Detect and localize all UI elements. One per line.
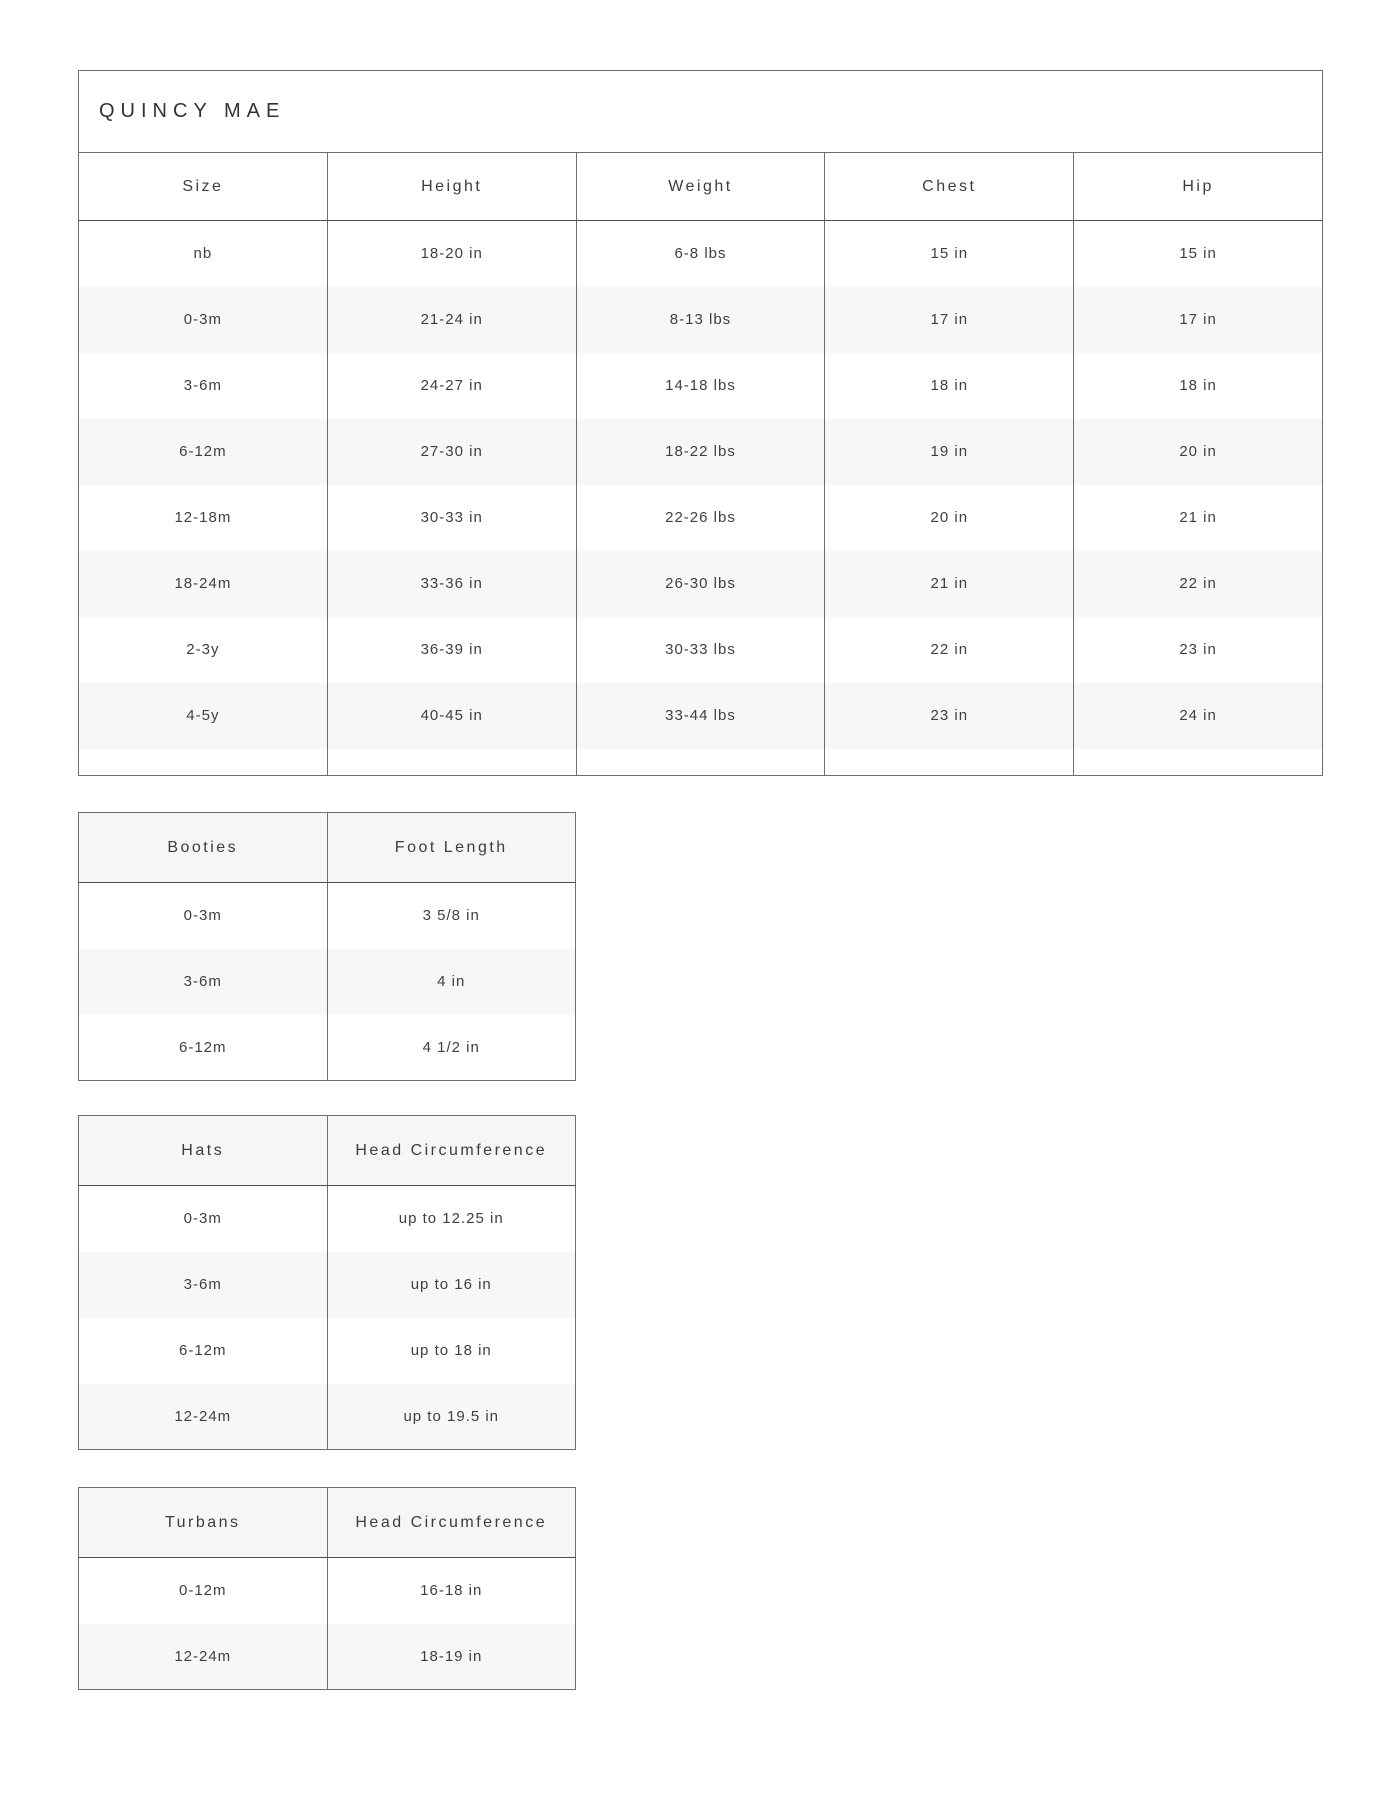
- cell-size: 12-24m: [79, 1624, 328, 1690]
- col-header-weight: Weight: [576, 153, 825, 221]
- row-18-24m: [79, 551, 1323, 617]
- row-4-5y: [79, 683, 1323, 749]
- cell-hip: 21 in: [1074, 485, 1323, 551]
- cell-weight: 18-22 lbs: [576, 419, 825, 485]
- brand-title: QUINCY MAE: [79, 71, 1323, 153]
- cell-weight: 14-18 lbs: [576, 353, 825, 419]
- row-0-3m: [79, 287, 1323, 353]
- cell-chest: 20 in: [825, 485, 1074, 551]
- booties-row-0-3m: [79, 883, 576, 949]
- cell-size: 2-3y: [186, 641, 220, 658]
- cell-size: 0-3m: [79, 287, 328, 353]
- cell-size: 12-24m: [79, 1384, 328, 1450]
- col-header-booties: Booties: [79, 813, 328, 883]
- cell-size: 0-3m: [183, 1210, 222, 1228]
- cell-chest: 19 in: [825, 419, 1074, 485]
- brand-title-row: [79, 71, 1323, 153]
- cell-size: 0-12m: [178, 1582, 227, 1600]
- cell-weight: 8-13 lbs: [576, 287, 825, 353]
- cell-head-circumference: up to 12.25 in: [327, 1186, 576, 1252]
- col-header-hats: Hats: [79, 1116, 328, 1186]
- cell-height: 24-27 in: [327, 353, 576, 419]
- cell-head-circumference: 18-19 in: [327, 1624, 576, 1690]
- turbans-row-0-12m: [79, 1558, 576, 1624]
- cell-size: 4-5y: [79, 683, 328, 749]
- col-header-foot-length: Foot Length: [327, 813, 576, 883]
- cell-weight: 30-33 lbs: [576, 617, 825, 683]
- col-header-head-circumference: Head Circumference: [327, 1488, 576, 1558]
- empty-filler-row: [79, 749, 1323, 776]
- hats-header-row: [79, 1116, 576, 1186]
- cell-head-circumference: up to 19.5 in: [327, 1384, 576, 1450]
- row-3-6m: [79, 353, 1323, 419]
- cell-size: 3-6m: [183, 377, 222, 394]
- col-header-head-circumference: Head Circumference: [327, 1116, 576, 1186]
- cell-head-circumference: up to 18 in: [327, 1318, 576, 1384]
- row-6-12m: [79, 419, 1323, 485]
- cell-chest: 21 in: [825, 551, 1074, 617]
- cell-hip: 20 in: [1074, 419, 1323, 485]
- hats-row-0-3m: [79, 1186, 576, 1252]
- cell-size: 3-6m: [79, 1252, 328, 1318]
- cell-height: 21-24 in: [327, 287, 576, 353]
- cell-chest: 15 in: [825, 221, 1074, 287]
- hats-row-3-6m: [79, 1252, 576, 1318]
- col-header-hip: Hip: [1074, 153, 1323, 221]
- cell-size: 6-12m: [178, 1342, 227, 1359]
- cell-hip: 18 in: [1074, 353, 1323, 419]
- cell-height: 18-20 in: [327, 221, 576, 287]
- booties-row-6-12m: [79, 1015, 576, 1081]
- booties-row-3-6m: [79, 949, 576, 1015]
- col-header-chest: Chest: [825, 153, 1074, 221]
- cell-foot-length: 3 5/8 in: [327, 883, 576, 949]
- turbans-table: [78, 1487, 576, 1690]
- cell-hip: 23 in: [1074, 617, 1323, 683]
- cell-size: 6-12m: [79, 419, 328, 485]
- cell-chest: 22 in: [825, 617, 1074, 683]
- col-header-size: Size: [79, 153, 328, 221]
- cell-chest: 23 in: [825, 683, 1074, 749]
- cell-size: 3-6m: [79, 949, 328, 1015]
- cell-hip: 22 in: [1074, 551, 1323, 617]
- cell-weight: 6-8 lbs: [576, 221, 825, 287]
- row-12-18m: [79, 485, 1323, 551]
- col-header-turbans: Turbans: [79, 1488, 328, 1558]
- cell-height: 40-45 in: [327, 683, 576, 749]
- cell-size: 0-3m: [183, 907, 222, 925]
- size-chart-table: [78, 70, 1323, 776]
- cell-chest: 17 in: [825, 287, 1074, 353]
- cell-size: 6-12m: [178, 1038, 227, 1056]
- cell-height: 27-30 in: [327, 419, 576, 485]
- cell-hip: 17 in: [1074, 287, 1323, 353]
- row-nb: [79, 221, 1323, 287]
- turbans-header-row: [79, 1488, 576, 1558]
- cell-weight: 22-26 lbs: [576, 485, 825, 551]
- cell-size: 18-24m: [79, 551, 328, 617]
- size-table-header-row: [79, 153, 1323, 221]
- cell-chest: 18 in: [825, 353, 1074, 419]
- cell-size: 12-18m: [174, 509, 232, 526]
- hats-table: [78, 1115, 576, 1450]
- col-header-height: Height: [327, 153, 576, 221]
- row-2-3y: [79, 617, 1323, 683]
- cell-head-circumference: 16-18 in: [327, 1558, 576, 1624]
- cell-height: 30-33 in: [327, 485, 576, 551]
- cell-hip: 24 in: [1074, 683, 1323, 749]
- cell-height: 36-39 in: [327, 617, 576, 683]
- cell-weight: 33-44 lbs: [576, 683, 825, 749]
- cell-hip: 15 in: [1074, 221, 1323, 287]
- cell-height: 33-36 in: [327, 551, 576, 617]
- hats-row-6-12m: [79, 1318, 576, 1384]
- booties-table: [78, 812, 576, 1081]
- cell-weight: 26-30 lbs: [576, 551, 825, 617]
- cell-foot-length: 4 in: [327, 949, 576, 1015]
- cell-size: nb: [193, 245, 213, 263]
- cell-foot-length: 4 1/2 in: [327, 1015, 576, 1081]
- cell-head-circumference: up to 16 in: [327, 1252, 576, 1318]
- turbans-row-12-24m: [79, 1624, 576, 1690]
- booties-header-row: [79, 813, 576, 883]
- hats-row-12-24m: [79, 1384, 576, 1450]
